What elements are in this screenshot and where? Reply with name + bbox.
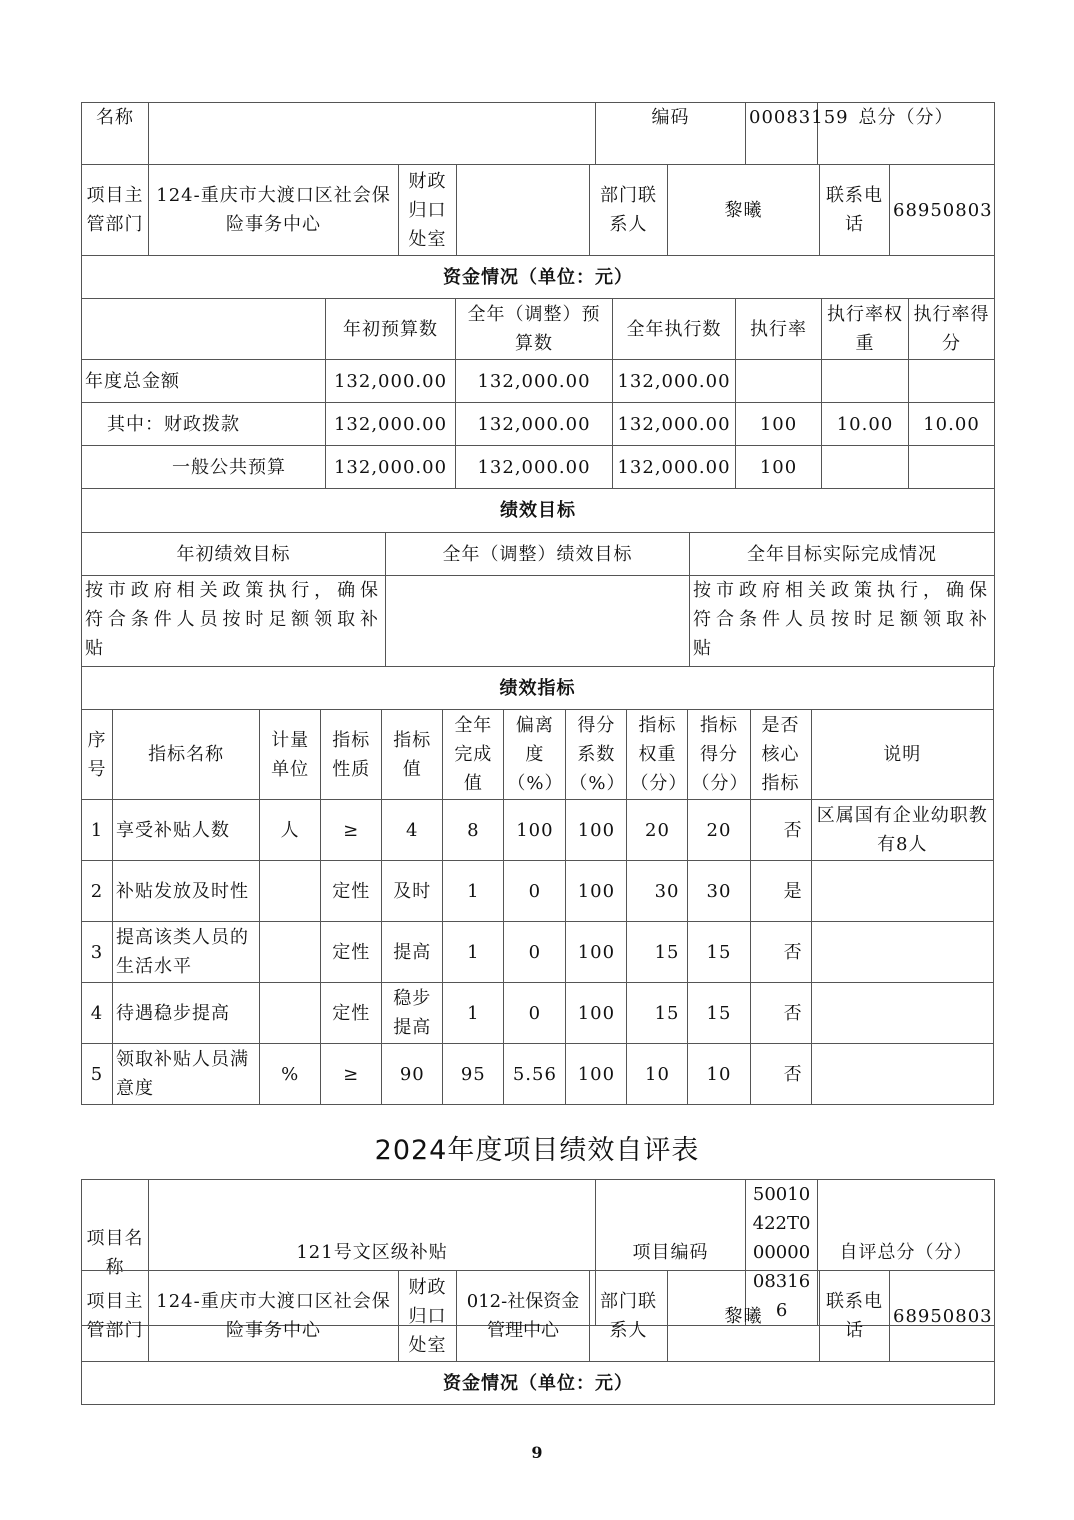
indicator-nature: ≥ <box>321 1044 382 1105</box>
funds-cell <box>822 446 909 489</box>
indicator-core: 否 <box>750 800 811 861</box>
contact-label: 部门联系人 <box>590 1271 668 1362</box>
indicator-note <box>811 861 993 922</box>
indicator-coefficient: 100 <box>566 1044 627 1105</box>
dept-value: 124-重庆市大渡口区社会保险事务中心 <box>149 165 399 256</box>
name-value <box>149 103 596 165</box>
indicator-score: 20 <box>688 800 750 861</box>
indicator-core: 否 <box>750 983 811 1044</box>
indicator-unit: 人 <box>260 800 321 861</box>
indicator-score: 15 <box>688 922 750 983</box>
funds-cell: 132,000.00 <box>613 403 736 446</box>
indicator-deviation: 100 <box>504 800 566 861</box>
office-label: 财政归口处室 <box>399 165 457 256</box>
indicator-target: 稳步提高 <box>382 983 443 1044</box>
indicator-score: 10 <box>688 1044 750 1105</box>
funds-header: 全年（调整）预算数 <box>456 299 613 360</box>
indicator-row <box>82 800 994 861</box>
funds-row-label: 年度总金额 <box>82 360 326 403</box>
funds-header: 执行率得分 <box>909 299 995 360</box>
indicator-header: 是否核心指标 <box>750 710 811 800</box>
evaluation-table-1 <box>81 102 995 165</box>
indicator-actual: 95 <box>443 1044 504 1105</box>
goals-section-title: 绩效目标 <box>82 489 995 533</box>
project-code-label: 项目编码 <box>596 1180 746 1326</box>
funds-header: 执行率权重 <box>822 299 909 360</box>
indicator-header: 指标得分（分） <box>688 710 750 800</box>
evaluation-table-1-main <box>81 164 995 256</box>
actual-completion: 按市政府相关政策执行，确保符合条件人员按时足额领取补贴 <box>690 576 995 667</box>
indicator-header: 指标值 <box>382 710 443 800</box>
phone-label: 联系电话 <box>820 1271 890 1362</box>
phone-label: 联系电话 <box>820 165 890 256</box>
indicator-unit <box>260 861 321 922</box>
indicator-note <box>811 922 993 983</box>
funds-cell: 100 <box>736 446 822 489</box>
funds-table-1 <box>81 255 995 489</box>
indicator-seq: 4 <box>82 983 113 1044</box>
dept-label: 项目主管部门 <box>82 1271 149 1362</box>
indicator-note: 区属国有企业幼职教有8人 <box>811 800 993 861</box>
name-label: 名称 <box>82 103 149 165</box>
funds-cell <box>909 446 995 489</box>
evaluation-table-2-main <box>81 1270 995 1405</box>
indicator-seq: 2 <box>82 861 113 922</box>
indicator-deviation: 0 <box>504 983 566 1044</box>
funds-cell: 132,000.00 <box>326 360 456 403</box>
indicator-deviation: 0 <box>504 861 566 922</box>
office-value: 012-社保资金管理中心 <box>457 1271 590 1362</box>
indicator-target: 4 <box>382 800 443 861</box>
code-label: 编码 <box>596 103 746 165</box>
indicator-row <box>82 922 994 983</box>
funds-cell <box>909 360 995 403</box>
indicator-actual: 1 <box>443 983 504 1044</box>
indicator-row <box>82 983 994 1044</box>
indicator-header: 全年完成值 <box>443 710 504 800</box>
funds-header: 年初预算数 <box>326 299 456 360</box>
initial-goal: 按市政府相关政策执行，确保符合条件人员按时足额领取补贴 <box>82 576 386 667</box>
indicator-coefficient: 100 <box>566 800 627 861</box>
contact-value: 黎曦 <box>668 1271 820 1362</box>
indicator-actual: 8 <box>443 800 504 861</box>
indicator-seq: 1 <box>82 800 113 861</box>
indicator-name: 补贴发放及时性 <box>113 861 260 922</box>
phone-value: 68950803 <box>890 1271 995 1362</box>
indicator-target: 及时 <box>382 861 443 922</box>
indicator-coefficient: 100 <box>566 861 627 922</box>
funds-cell: 132,000.00 <box>456 360 613 403</box>
self-score-label: 自评总分（分） <box>818 1180 995 1326</box>
indicator-target: 90 <box>382 1044 443 1105</box>
indicator-coefficient: 100 <box>566 922 627 983</box>
indicator-header: 得分系数（%） <box>566 710 627 800</box>
funds-cell: 132,000.00 <box>613 446 736 489</box>
funds-section-title: 资金情况（单位：元） <box>82 256 995 299</box>
indicator-header: 计量单位 <box>260 710 321 800</box>
indicator-row <box>82 861 994 922</box>
indicator-core: 否 <box>750 1044 811 1105</box>
contact-label: 部门联系人 <box>590 165 668 256</box>
funds-row-label: 其中：财政拨款 <box>82 403 326 446</box>
indicator-name: 提高该类人员的生活水平 <box>113 922 260 983</box>
office-label: 财政归口处室 <box>399 1271 457 1362</box>
funds-cell: 132,000.00 <box>456 403 613 446</box>
goals-header: 年初绩效目标 <box>82 533 386 576</box>
indicator-header: 序号 <box>82 710 113 800</box>
adjusted-goal <box>386 576 690 667</box>
form-title: 2024年度项目绩效自评表 <box>374 1135 700 1166</box>
funds-cell: 132,000.00 <box>326 403 456 446</box>
project-name-value: 121号文区级补贴 <box>149 1180 596 1326</box>
indicators-section-title: 绩效指标 <box>82 667 994 710</box>
page-number: 9 <box>531 1443 543 1462</box>
indicator-seq: 5 <box>82 1044 113 1105</box>
indicator-deviation: 5.56 <box>504 1044 566 1105</box>
indicators-table-1 <box>81 666 994 1105</box>
indicator-name: 领取补贴人员满意度 <box>113 1044 260 1105</box>
indicator-core: 是 <box>750 861 811 922</box>
funds-cell: 100 <box>736 403 822 446</box>
indicator-weight: 15 <box>627 983 688 1044</box>
indicator-weight: 10 <box>627 1044 688 1105</box>
indicator-nature: 定性 <box>321 861 382 922</box>
dept-label: 项目主管部门 <box>82 165 149 256</box>
funds-header <box>82 299 326 360</box>
project-name-label: 项目名称 <box>82 1180 149 1326</box>
indicator-note <box>811 1044 993 1105</box>
indicator-target: 提高 <box>382 922 443 983</box>
indicator-note <box>811 983 993 1044</box>
dept-value: 124-重庆市大渡口区社会保险事务中心 <box>149 1271 399 1362</box>
indicator-weight: 20 <box>627 800 688 861</box>
indicator-header: 偏离度（%） <box>504 710 566 800</box>
indicator-score: 15 <box>688 983 750 1044</box>
indicator-weight: 15 <box>627 922 688 983</box>
total-score-label: 总分（分） <box>818 103 995 165</box>
code-value: 00083159 <box>746 103 818 165</box>
indicator-row <box>82 1044 994 1105</box>
indicator-unit <box>260 922 321 983</box>
funds-cell <box>736 360 822 403</box>
funds-section-title: 资金情况（单位：元） <box>82 1362 995 1405</box>
goals-header: 全年目标实际完成情况 <box>690 533 995 576</box>
indicator-header: 指标名称 <box>113 710 260 800</box>
indicator-score: 30 <box>688 861 750 922</box>
indicator-nature: 定性 <box>321 983 382 1044</box>
goals-header: 全年（调整）绩效目标 <box>386 533 690 576</box>
office-value <box>457 165 590 256</box>
contact-value: 黎曦 <box>668 165 820 256</box>
indicator-header: 说明 <box>811 710 993 800</box>
project-code-value: 50010422T000000083166 <box>746 1180 818 1326</box>
indicator-header: 指标权重（分） <box>627 710 688 800</box>
funds-cell: 132,000.00 <box>613 360 736 403</box>
indicator-unit: % <box>260 1044 321 1105</box>
funds-cell: 10.00 <box>909 403 995 446</box>
funds-cell: 132,000.00 <box>456 446 613 489</box>
indicator-name: 待遇稳步提高 <box>113 983 260 1044</box>
funds-cell: 10.00 <box>822 403 909 446</box>
indicator-header: 指标性质 <box>321 710 382 800</box>
funds-header: 执行率 <box>736 299 822 360</box>
funds-row-label: 一般公共预算 <box>82 446 326 489</box>
indicator-coefficient: 100 <box>566 983 627 1044</box>
indicator-nature: ≥ <box>321 800 382 861</box>
indicator-deviation: 0 <box>504 922 566 983</box>
indicator-core: 否 <box>750 922 811 983</box>
indicator-seq: 3 <box>82 922 113 983</box>
phone-value: 68950803 <box>890 165 995 256</box>
funds-cell <box>822 360 909 403</box>
indicator-weight: 30 <box>627 861 688 922</box>
funds-header: 全年执行数 <box>613 299 736 360</box>
indicator-actual: 1 <box>443 861 504 922</box>
indicator-name: 享受补贴人数 <box>113 800 260 861</box>
funds-cell: 132,000.00 <box>326 446 456 489</box>
indicator-actual: 1 <box>443 922 504 983</box>
indicator-nature: 定性 <box>321 922 382 983</box>
goals-table-1 <box>81 488 995 667</box>
indicator-unit <box>260 983 321 1044</box>
